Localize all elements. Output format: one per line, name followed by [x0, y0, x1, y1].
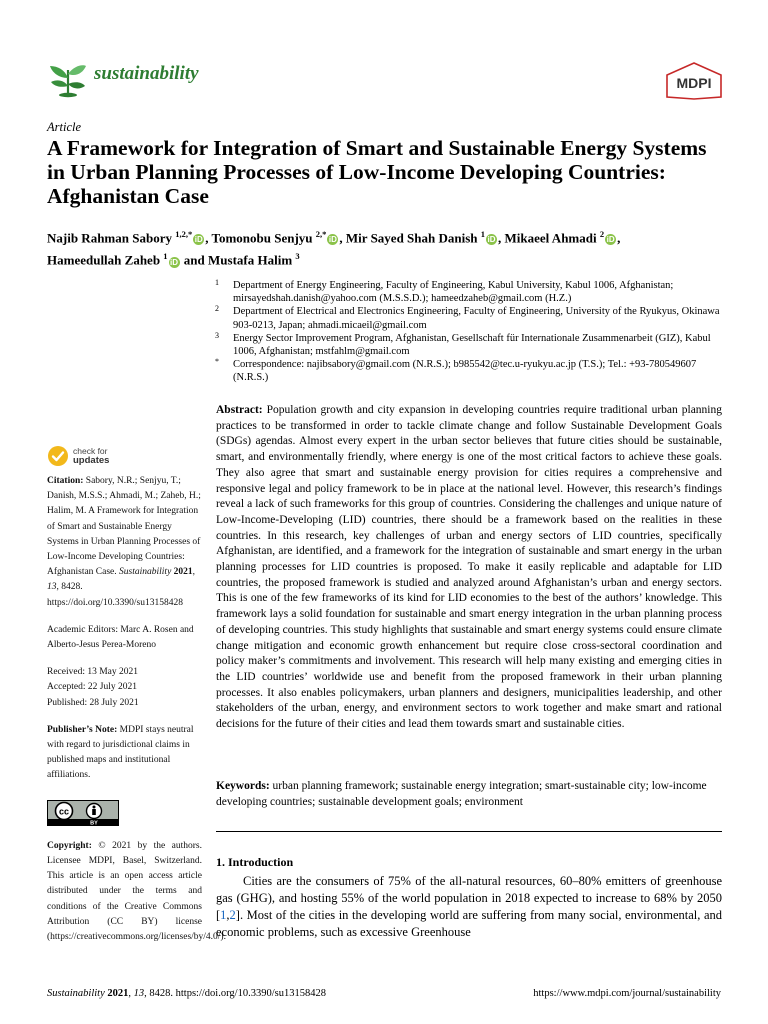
citation-volume: 13 — [47, 582, 57, 593]
section-heading-introduction: 1. Introduction — [216, 855, 294, 869]
abstract-label: Abstract: — [216, 404, 263, 416]
affiliation-text: Department of Energy Engineering, Faculty of Engineering, Kabul University, Kabul 1006, Afghanistan; mirsayedshah.danish@yahoo.com (M.S.S.D.); hameedzaheb@gmail.com (H.Z.) — [233, 280, 674, 305]
orcid-icon[interactable]: iD — [487, 235, 496, 245]
author-name[interactable]: Mikaeel Ahmadi — [504, 230, 597, 246]
footer-volume: 13 — [133, 988, 145, 999]
dates-block — [47, 665, 202, 711]
check-for-updates-button[interactable] — [47, 444, 202, 468]
author-affiliation-mark: 3 — [295, 251, 300, 262]
author-name[interactable]: Mir Sayed Shah Danish — [345, 230, 478, 246]
affiliation-mark: 1 — [215, 278, 219, 287]
cc-by-license-badge[interactable] — [47, 800, 119, 826]
accepted-date: Accepted: 22 July 2021 — [47, 682, 137, 693]
correspondence-text: Correspondence: najibsabory@gmail.com (N.R.S.); b985542@tec.u-ryukyu.ac.jp (T.S.); Tel.: +93-780549607 (N.R.S.) — [233, 359, 697, 384]
check-updates-line1: check for — [73, 446, 108, 456]
author-name[interactable]: Najib Rahman Sabory — [47, 230, 172, 246]
citation-doi[interactable]: , 8428. https://doi.org/10.3390/su13158428 — [47, 582, 184, 608]
affiliation-list — [215, 279, 727, 385]
publisher-name: MDPI — [676, 75, 712, 91]
author-affiliation-mark: 1,2,* — [175, 229, 193, 239]
affiliation-item — [215, 332, 727, 358]
article-title: A Framework for Integration of Smart and Sustainable Energy Systems in Urban Planning Processes of Low-Income Developing Countries: Afghanistan Case — [47, 136, 707, 208]
published-date: Published: 28 July 2021 — [47, 697, 139, 708]
footer-journal: Sustainability — [47, 988, 105, 999]
citation-block: Citation: Sabory, N.R.; Senjyu, T.; Danish, M.S.S.; Ahmadi, M.; Zaheb, H.; Halim, M. A Framework for Integration of Smart and Sustainable Energy Systems in Urban Planning Processes of Low-Income Developing Countries: Afghanistan Case. Sustainability 2021, 13, 8428. https://doi.org/10.3390/su13158428 — [47, 476, 201, 608]
citation-year: 2021 — [173, 567, 193, 578]
publisher-note-label: Publisher’s Note: — [47, 724, 118, 735]
publisher-note-text: MDPI stays neutral with regard to jurisdictional claims in published maps and institutional affiliations. — [47, 724, 194, 781]
keywords-text: urban planning framework; sustainable energy integration; smart-sustainable city; low-income developing countries; sustainable development goals; environment — [216, 780, 707, 808]
copyright-label: Copyright: — [47, 840, 92, 851]
received-date: Received: 13 May 2021 — [47, 667, 139, 678]
affiliation-item — [215, 279, 727, 305]
citation-journal: Sustainability — [119, 567, 172, 578]
footer-year: 2021 — [107, 988, 129, 999]
article-type: Article — [47, 120, 82, 134]
author-name[interactable]: Hameedullah Zaheb — [47, 252, 161, 268]
affiliation-item — [215, 358, 727, 384]
journal-name: sustainability — [94, 63, 199, 84]
affiliation-item — [215, 305, 727, 331]
author-affiliation-mark: 2 — [599, 229, 605, 239]
svg-text:cc: cc — [58, 806, 70, 817]
orcid-icon[interactable]: iD — [606, 235, 615, 245]
intro-text-1: Cities are the consumers of 75% of the all-natural resources, 60–80% emitters of greenhouse gas (GHG), and hosting 55% of the world population in 2018 expected to increase to 68% by 2050 [ — [216, 874, 722, 922]
affiliation-text: Department of Electrical and Electronics Engineering, Faculty of Engineering, University of the Ryukyus, Okinawa 903-0213, Japan; ahmadi.micaeil@gmail.com — [233, 306, 720, 331]
orcid-icon[interactable]: iD — [170, 257, 179, 267]
affiliation-mark: * — [215, 357, 219, 367]
author-affiliation-mark: 2,* — [315, 229, 327, 239]
affiliation-mark: 3 — [215, 330, 219, 340]
citation-text: Sabory, N.R.; Senjyu, T.; Danish, M.S.S.; Ahmadi, M.; Zaheb, H.; Halim, M. A Framework for Integration of Smart and Sustainable Energy Systems in Urban Planning Processes of Low-Income Developing Countries: Afghanistan Case. — [47, 476, 201, 578]
check-updates-icon — [47, 445, 69, 467]
section-divider — [216, 831, 722, 832]
cc-by-label: BY — [90, 820, 98, 826]
citation-label: Citation: — [47, 476, 84, 486]
affiliation-mark: 2 — [215, 304, 219, 314]
footer-citation: Sustainability 2021, 13, 8428. https://doi.org/10.3390/su13158428 — [47, 988, 326, 999]
orcid-icon[interactable]: iD — [328, 235, 337, 245]
author-affiliation-mark: 1 — [163, 251, 168, 262]
intro-text-2: ]. Most of the cities in the developing world are suffering from many social, environmental, and economic problems, such as excessive Greenhouse — [216, 908, 722, 939]
copyright-text: © 2021 by the authors. Licensee MDPI, Basel, Switzerland. This article is an open access article distributed under the terms and conditions of the Creative Commons Attribution (CC BY) license (https://creativecommons.org/licenses/by/4.0/). — [47, 840, 226, 943]
keywords-label: Keywords: — [216, 780, 270, 792]
abstract-text: Population growth and city expansion in developing countries require traditional urban planning practices to be transformed in order to tackle climate change and follow Sustainable Development Goals (SDGs) agendas. Almost every expert in the urban sector believes that future cities should be sustainable, smart, and environmentally friendly, where energy is one of the most critical factors to achieve these goals. They also agree that smart and sustainable energy provision for cities requires a comprehensive and responsive legal and policy framework to be in place at the national level. However, this research’s findings reveal a lack of such frameworks for this group of countries. Considering the challenges and unique nature of Low-Income-Developing (LID) countries, there should be a framework based on the realities in these countries. In this research, key challenges of urban and energy sectors of LID countries, specifically Afghanistan, are identified, and a framework for the integration of sustainable and smart energy in the urban planning processes for LID countries is proposed. To make it easily replicable and adaptable for LID countries, the proposed framework is studied and analyzed around Afghanistan’s urban and energy sectors. This is one of the few frameworks of its kind for LID economies to the best of the authors’ knowledge. This framework lays a solid foundation for sustainable and smart energy integration in the urban planning process of developing countries. This study highlights that sustainable and smart energy systems could ensure climate change mitigation and economic growth enhancement but require close cross-sectoral coordination and policy maker’s commitments and involvement. This research will help many existing and emerging cities in the LID countries’ worldwide use and benefit from the proposed framework in their urban planning processes. It also enables policymakers, urban planners and designers, municipalities leadership, and other stakeholders of the urban, energy, and environment sectors to work together and make smart and rational decisions for the future of their cities and lead them towards smart and sustainable cities. — [216, 404, 722, 731]
author-name[interactable]: Mustafa Halim — [208, 252, 293, 268]
author-list: Najib Rahman Sabory $^{1,2,*}$iD , Tomonobu Senjyu $^{2,*}$iD , Mir Sayed Shah Danish $^1$iD , Mikaeel Ahmadi $^2$iD , Hameedullah Zaheb $^1$iD and Mustafa Halim $^3$ — [47, 229, 621, 268]
author-affiliation-mark: 1 — [480, 229, 486, 239]
abstract — [216, 403, 722, 733]
academic-editors: Academic Editors: Marc A. Rosen and Alberto-Jesus Perea-Moreno — [47, 624, 194, 651]
affiliation-text: Energy Sector Improvement Program, Afghanistan, Gesellschaft für Internationale Zusammenarbeit (GIZ), Kabul 1006, Afghanistan; mstfahlm@gmail.com — [233, 332, 711, 358]
introduction-paragraph: Cities are the consumers of 75% of the all-natural resources, 60–80% emitters of greenhouse gas (GHG), and hosting 55% of the world population in 2018 expected to increase to 68% by 2050 [1,2]. Most of the cities in the developing world are suffering from many social, environmental, and economic problems, such as excessive Greenhouse — [216, 874, 722, 939]
footer-journal-url[interactable]: https://www.mdpi.com/journal/sustainability — [533, 988, 721, 999]
citation-link[interactable]: 1 — [220, 908, 227, 922]
orcid-icon[interactable]: iD — [194, 235, 203, 245]
copyright-block — [47, 839, 226, 945]
check-updates-line2: updates — [73, 455, 110, 466]
footer-doi[interactable]: , 8428. https://doi.org/10.3390/su13158428 — [144, 988, 326, 999]
article-info-sidebar — [47, 444, 226, 945]
author-name[interactable]: Tomonobu Senjyu — [211, 230, 313, 246]
mdpi-logo — [665, 62, 723, 100]
journal-leaf-logo — [48, 60, 88, 98]
keywords — [216, 779, 722, 810]
publisher-note — [47, 723, 202, 784]
citation-link[interactable]: 2 — [229, 908, 236, 922]
